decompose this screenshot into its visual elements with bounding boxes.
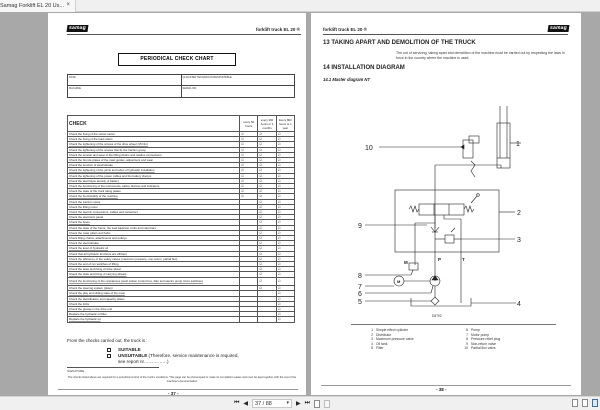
check-mark-cell[interactable]: ☑ — [258, 173, 276, 178]
check-mark-cell[interactable]: ☑ — [276, 272, 294, 277]
col-800h: Every 800 hours or 1 year — [276, 116, 294, 132]
check-mark-cell[interactable]: ☑ — [276, 236, 294, 241]
check-mark-cell[interactable]: ☑ — [240, 147, 258, 152]
callout-5: 5 — [358, 299, 362, 306]
check-mark-cell[interactable]: ☑ — [276, 225, 294, 230]
page-number: - 38 - — [436, 387, 447, 392]
page-number-input[interactable]: 37 / 88 ▾ — [252, 399, 292, 408]
close-tab-icon[interactable]: × — [66, 2, 70, 8]
check-item: Check lifting chains, attachments and pulleys — [68, 236, 240, 241]
technician-field[interactable]: QUALIFIED TECHNICIAN RESPONSIBLE — [182, 76, 232, 79]
check-item: Check the fuses — [68, 220, 240, 225]
check-mark-cell[interactable]: ☑ — [258, 168, 276, 173]
check-item: Replace the hydraulic oil filter — [68, 312, 240, 317]
check-mark-cell[interactable]: ☑ — [276, 163, 294, 168]
check-item: Check the functioning of the instruments, safety devices and indicators — [68, 184, 240, 189]
check-mark-cell[interactable]: ☑ — [276, 291, 294, 296]
check-item: Check the tightening of the screws of the drive wheel (15 Nm) — [68, 142, 240, 147]
check-item: Check the electric connections, cables and contactors — [68, 210, 240, 215]
check-mark-cell[interactable]: ☑ — [276, 246, 294, 251]
check-mark-cell[interactable]: ☑ — [276, 194, 294, 199]
check-mark-cell[interactable]: ☑ — [276, 215, 294, 220]
check-mark-cell[interactable]: ☑ — [258, 132, 276, 137]
check-mark-cell[interactable]: ☑ — [258, 215, 276, 220]
diagram-legend — [365, 328, 555, 350]
check-mark-cell[interactable]: ☑ — [240, 158, 258, 163]
check-item: Check the state of the frame, the load backrest, forks and mast bars — [68, 225, 240, 230]
check-table — [67, 115, 295, 323]
check-mark-cell[interactable]: ☑ — [240, 178, 258, 183]
check-mark-cell[interactable]: ☑ — [240, 194, 258, 199]
document-viewer[interactable] — [0, 12, 600, 396]
check-mark-cell[interactable]: ☑ — [276, 220, 294, 225]
check-mark-cell[interactable]: ☑ — [276, 286, 294, 291]
check-mark-cell[interactable]: ☑ — [276, 147, 294, 152]
check-mark-cell[interactable]: ☑ — [258, 286, 276, 291]
check-mark-cell[interactable]: ☑ — [240, 189, 258, 194]
copy-icon[interactable] — [324, 400, 330, 408]
callout-1: 1 — [516, 141, 520, 148]
table-header — [68, 116, 295, 132]
check-mark-cell[interactable]: ☑ — [258, 204, 276, 209]
check-mark-cell[interactable]: ☑ — [240, 152, 258, 157]
callout-6: 6 — [358, 291, 362, 298]
page-38 — [311, 13, 581, 395]
check-item: Check the bronze plates of the mast guides, adjustment and wear — [68, 158, 240, 163]
result-intro: From the checks carried out, the truck is : — [67, 338, 148, 343]
check-mark-cell[interactable]: ☑ — [276, 199, 294, 204]
check-mark-cell[interactable]: ☑ — [276, 210, 294, 215]
check-mark-cell[interactable]: ☑ — [258, 256, 276, 261]
serial-field[interactable]: SERIAL NR. — [182, 87, 197, 90]
legend-item: 7 Motor pump — [466, 332, 490, 337]
legend-item: 5 Filter — [371, 346, 384, 350]
check-mark-cell[interactable]: ☑ — [276, 132, 294, 137]
check-mark-cell[interactable] — [240, 317, 258, 322]
check-mark-cell[interactable]: ☑ — [258, 194, 276, 199]
footer-rule — [58, 389, 298, 390]
check-mark-cell[interactable]: ☑ — [258, 137, 276, 142]
check-mark-cell[interactable]: ☑ — [276, 189, 294, 194]
machine-field[interactable]: MACHINE — [68, 86, 182, 97]
check-item: Check the tightening of the joints and tubes of hydraulic installation — [68, 168, 240, 173]
legend-item: 4 Oil tank — [371, 341, 388, 346]
check-item: Replace the hydraulic oil — [68, 317, 240, 322]
port-t: T — [462, 257, 465, 262]
check-mark-cell[interactable]: ☑ — [258, 184, 276, 189]
check-item: Check the fixing of the load rollers — [68, 137, 240, 142]
samag-logo: samag — [67, 25, 89, 32]
signature-line — [67, 367, 159, 368]
port-m: M — [404, 260, 408, 265]
check-mark-cell[interactable]: ☑ — [276, 152, 294, 157]
check-mark-cell[interactable]: ☑ — [258, 246, 276, 251]
document-tab[interactable] — [0, 0, 76, 12]
port-p: P — [438, 257, 442, 262]
check-mark-cell[interactable]: ☑ — [276, 230, 294, 235]
check-mark-cell[interactable]: ☑ — [258, 147, 276, 152]
rotate-icon[interactable] — [314, 400, 320, 408]
check-item: Check the electrolyte density of battery — [68, 178, 240, 183]
check-item: Check the play and sliding state of the mast — [68, 291, 240, 296]
check-mark-cell[interactable]: ☑ — [258, 262, 276, 267]
legend-item: 1 Simple effect cylinder — [371, 328, 409, 332]
check-item: Check the traction motor — [68, 199, 240, 204]
check-item: Check the forks — [68, 301, 240, 306]
checkbox-icon[interactable] — [107, 354, 111, 358]
tab-title: Samag Forklift EL 20 Us... — [0, 3, 64, 9]
check-mark-cell[interactable]: ☑ — [258, 220, 276, 225]
check-mark-cell[interactable]: ☑ — [240, 132, 258, 137]
check-mark-cell[interactable]: ☑ — [258, 189, 276, 194]
check-item: Check the state and fixing of carrying wheels — [68, 272, 240, 277]
check-item: Check the level of hydraulic oil — [68, 246, 240, 251]
check-mark-cell[interactable]: ☑ — [276, 312, 294, 317]
check-mark-cell[interactable]: ☑ — [276, 301, 294, 306]
subsection-14-1: 14.1 Master diagram NT — [323, 77, 371, 82]
first-page-icon[interactable]: ⏮ — [234, 400, 240, 406]
vertical-scrollbar[interactable] — [594, 12, 600, 396]
legend-item: 2 Distributor — [371, 332, 392, 337]
check-mark-cell[interactable]: ☑ — [276, 267, 294, 272]
continuous-view-icon[interactable] — [582, 399, 588, 407]
page-number: - 37 - — [168, 391, 179, 395]
check-item: Check the electrobrake — [68, 241, 240, 246]
checkbox-icon[interactable] — [107, 348, 111, 352]
check-mark-cell[interactable] — [240, 277, 258, 286]
section-13-title: 13 TAKING APART AND DEMOLITION OF THE TRUCK — [323, 40, 476, 46]
check-mark-cell[interactable]: ☑ — [258, 152, 276, 157]
periodical-check-chart-title: PERIODICAL CHECK CHART — [118, 53, 236, 66]
check-mark-cell[interactable]: ☑ — [276, 142, 294, 147]
section-14-title: 14 INSTALLATION DIAGRAM — [323, 65, 405, 71]
callout-4: 4 — [517, 301, 521, 308]
check-mark-cell[interactable]: ☑ — [240, 173, 258, 178]
table-row — [68, 277, 295, 286]
dropdown-icon[interactable]: ▾ — [286, 400, 290, 406]
callout-3: 3 — [517, 237, 521, 244]
check-mark-cell[interactable]: ☑ — [258, 277, 276, 286]
check-item: Check the identification and capacity plates — [68, 296, 240, 301]
check-mark-cell[interactable]: ☑ — [258, 251, 276, 256]
check-mark-cell[interactable]: ☑ — [276, 277, 294, 286]
info-form — [67, 74, 295, 98]
hydraulic-diagram — [311, 13, 581, 313]
option-unsuitable-note: see report nr……………) — [118, 359, 169, 364]
legend-item: 8 Pressure relief plug — [466, 337, 501, 341]
check-mark-cell[interactable]: ☑ — [276, 251, 294, 256]
next-page-icon[interactable]: ▶ — [296, 401, 301, 407]
check-mark-cell[interactable] — [258, 317, 276, 322]
check-mark-cell[interactable]: ☑ — [258, 230, 276, 235]
col-400h: every 400 hours or 3 months — [258, 116, 276, 132]
check-mark-cell[interactable]: ☑ — [276, 262, 294, 267]
check-item: Check the state of the truck rating plates — [68, 189, 240, 194]
table-row — [68, 317, 295, 322]
check-item: Check the lifting motor — [68, 204, 240, 209]
check-item: Check the state and fixing of drive wheel — [68, 267, 240, 272]
check-item: Check the mast rollers and forks — [68, 230, 240, 235]
legend-item: 3 Maximum pressure valve — [371, 337, 414, 341]
date-field[interactable]: DATE — [68, 75, 182, 85]
check-mark-cell[interactable]: ☑ — [276, 158, 294, 163]
check-mark-cell[interactable]: ☑ — [276, 307, 294, 312]
two-page-view-icon[interactable] — [592, 399, 598, 407]
check-mark-cell[interactable]: ☑ — [258, 142, 276, 147]
callout-7: 7 — [358, 284, 362, 291]
check-mark-cell[interactable]: ☑ — [240, 137, 258, 142]
single-page-view-icon[interactable] — [572, 399, 578, 407]
callout-2: 2 — [517, 210, 521, 217]
page-header-text: forklift truck EL 20 ® — [256, 27, 300, 32]
check-item: Check the end of run switches of lifting — [68, 262, 240, 267]
callout-9: 9 — [358, 223, 362, 230]
check-mark-cell[interactable]: ☑ — [240, 163, 258, 168]
check-mark-cell[interactable]: ☑ — [258, 158, 276, 163]
check-item: Check the tightening of the power cables and the battery clamps — [68, 173, 240, 178]
check-mark-cell[interactable]: ☑ — [258, 210, 276, 215]
check-mark-cell[interactable]: ☑ — [276, 184, 294, 189]
legend-item: 9 Non-return valve — [466, 341, 497, 346]
check-mark-cell[interactable]: ☑ — [240, 184, 258, 189]
check-item: Check the fixing of the swivel castor — [68, 132, 240, 137]
prev-page-icon[interactable]: ◀ — [243, 401, 249, 407]
check-mark-cell[interactable]: ☑ — [258, 236, 276, 241]
check-item: Check that all hydraulic functions are efficient — [68, 251, 240, 256]
disclaimer: The checks listed above are required for a periodical control of the truck's conditions. This page can be photocopied to make its compilation easier and must be kept together with the rest of the machine's documentation — [67, 376, 297, 383]
check-mark-cell[interactable]: ☑ — [276, 204, 294, 209]
check-mark-cell[interactable]: ☑ — [258, 163, 276, 168]
motor-label: M — [397, 279, 401, 284]
check-mark-cell[interactable]: ☑ — [240, 142, 258, 147]
option-suitable[interactable]: SUITABLE — [107, 347, 141, 352]
col-50h: every 50 hours — [240, 116, 258, 132]
check-item: Check the functionality of the machine — [68, 194, 240, 199]
check-item: Check the efficiency of the safety valves (maximum pressure, non-return, partial flux) — [68, 256, 240, 261]
check-mark-cell[interactable]: ☑ — [276, 296, 294, 301]
check-mark-cell[interactable]: ☑ — [276, 256, 294, 261]
callout-8: 8 — [358, 273, 362, 280]
check-mark-cell[interactable]: ☑ — [258, 272, 276, 277]
check-mark-cell[interactable]: ☑ — [276, 168, 294, 173]
check-mark-cell[interactable]: ☑ — [276, 173, 294, 178]
view-modes — [572, 399, 598, 407]
check-mark-cell[interactable]: ☑ — [276, 317, 294, 322]
tab-bar — [0, 0, 600, 12]
section-13-body: The out of servicing, taking apart and demolition of the machine must be carried out by respecting the laws in force in the country where the machine is used. — [396, 51, 565, 60]
check-mark-cell[interactable]: ☑ — [240, 168, 258, 173]
status-bar — [0, 396, 600, 410]
check-item: Check the grease in the drive unit — [68, 307, 240, 312]
footer-rule — [321, 385, 571, 386]
check-item: Check the tightening of the screws that fix the traction group — [68, 147, 240, 152]
check-mark-cell[interactable]: ☑ — [258, 199, 276, 204]
last-page-icon[interactable]: ⏭ — [304, 400, 311, 406]
callout-10: 10 — [365, 145, 373, 152]
check-mark-cell[interactable]: ☑ — [258, 178, 276, 183]
legend-item: 10 Partial flux valve — [464, 346, 496, 350]
check-item: Check the functioning of the resistances (push button control box, tiller and electro pump micro switches) — [68, 277, 240, 286]
page-navigation — [234, 399, 330, 408]
check-mark-cell[interactable]: ☑ — [258, 241, 276, 246]
check-item: Check the function of electrobrake — [68, 163, 240, 168]
legend-item: 6 Pump — [466, 328, 480, 332]
col-check: CHECK — [68, 116, 240, 132]
option-unsuitable[interactable]: UNSUITABLE (Therefore, service maintenance is required, — [107, 353, 239, 358]
page-37 — [48, 13, 306, 395]
check-mark-cell[interactable]: ☑ — [258, 225, 276, 230]
check-mark-cell[interactable]: ☑ — [276, 137, 294, 142]
check-item: Check the electronic panel — [68, 215, 240, 220]
check-mark-cell[interactable]: ☑ — [258, 267, 276, 272]
signature-label: SIGNATURE — [67, 369, 85, 373]
check-item: Check the tension and wear of the lifting chains and relative connections — [68, 152, 240, 157]
check-mark-cell[interactable]: ☑ — [276, 241, 294, 246]
legend-rule — [351, 324, 556, 325]
header-rule — [67, 34, 301, 35]
check-mark-cell[interactable]: ☑ — [276, 178, 294, 183]
diagram-id: D8792 — [432, 314, 442, 318]
samag-logo: samag — [548, 25, 570, 32]
page-header-text: forklift truck EL 20 ® — [323, 27, 367, 32]
check-item: Check the steering system (plays) — [68, 286, 240, 291]
